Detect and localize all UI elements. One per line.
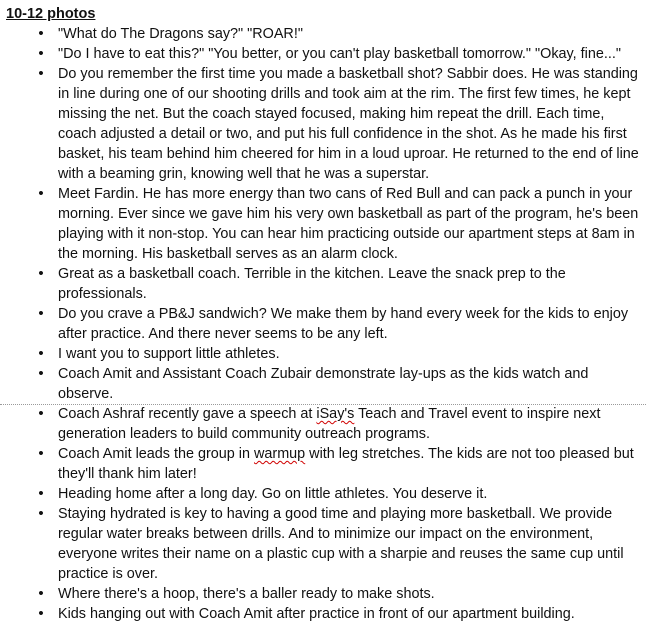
bullet-icon: • (38, 45, 44, 62)
list-item[interactable] (4, 404, 644, 444)
list-item[interactable] (4, 604, 644, 624)
section-heading: 10-12 photos (6, 6, 96, 22)
caption-text: Do you remember the first time you made a basketball shot? Sabbir does. He was standing in line during one of our shooting drills and took aim at the rim. The first few times, he kept missing the net. But the coach stayed focused, making him repeat the drill. Each time, coach adjusted a detail or two, and put his full confidence in the shot. As he made his first basket, his team behind him cheered for him in a loud uproar. He returned to the end of line with a beaming grin, knowing well that he was a superstar. (58, 66, 639, 182)
list-item[interactable] (4, 304, 644, 344)
caption-text: Meet Fardin. He has more energy than two cans of Red Bull and can pack a punch in your morning. Ever since we gave him his very own basketball as part of the program, he's been playing with it non-stop. You can hear him practicing outside our apartment steps at 8am in the morning. His basketball serves as an alarm clock. (58, 186, 639, 262)
caption-text: Great as a basketball coach. Terrible in the kitchen. Leave the snack prep to the professionals. (58, 266, 566, 302)
bullet-icon: • (38, 345, 44, 362)
list-item[interactable] (4, 64, 644, 184)
caption-text-before: Coach Amit leads the group in (58, 446, 254, 462)
caption-text-after: with leg stretches. The kids are not too pleased but they'll thank him later! (58, 446, 634, 482)
caption-text-before: Coach Ashraf recently gave a speech at (58, 406, 317, 422)
list-item[interactable] (4, 444, 644, 484)
list-item[interactable] (4, 584, 644, 604)
caption-text: "Do I have to eat this?" "You better, or you can't play basketball tomorrow." "Okay, fine..." (58, 46, 621, 62)
caption-list (4, 24, 644, 624)
caption-text: I want you to support little athletes. (58, 346, 280, 362)
list-item[interactable] (4, 44, 644, 64)
caption-text: Kids hanging out with Coach Amit after practice in front of our apartment building. (58, 606, 575, 622)
caption-text: Do you crave a PB&J sandwich? We make them by hand every week for the kids to enjoy after practice. And there never seems to be any left. (58, 306, 629, 342)
bullet-icon: • (38, 505, 44, 522)
bullet-icon: • (38, 365, 44, 382)
bullet-icon: • (38, 585, 44, 602)
bullet-icon: • (38, 185, 44, 202)
bullet-icon: • (38, 65, 44, 82)
list-item[interactable] (4, 484, 644, 504)
caption-text: Coach Amit and Assistant Coach Zubair demonstrate lay-ups as the kids watch and observe. (58, 366, 589, 402)
bullet-icon: • (38, 605, 44, 622)
list-item[interactable] (4, 264, 644, 304)
bullet-icon: • (38, 265, 44, 282)
bullet-icon: • (38, 305, 44, 322)
spellcheck-flagged-word[interactable]: iSay's (316, 406, 355, 422)
caption-text: Staying hydrated is key to having a good time and playing more basketball. We provide regular water breaks between drills. And to minimize our impact on the environment, everyone writes their name on a plastic cup with a sharpie and reuses the same cup until practice is over. (58, 506, 624, 582)
document-body[interactable] (4, 4, 644, 624)
list-item[interactable] (4, 344, 644, 364)
list-item[interactable] (4, 504, 644, 584)
list-item[interactable] (4, 184, 644, 264)
caption-text: Where there's a hoop, there's a baller ready to make shots. (58, 586, 435, 602)
list-item[interactable] (4, 24, 644, 44)
page-break-divider (0, 404, 646, 405)
bullet-icon: • (38, 25, 44, 42)
caption-text: Heading home after a long day. Go on little athletes. You deserve it. (58, 486, 488, 502)
list-item[interactable] (4, 364, 644, 404)
bullet-icon: • (38, 405, 44, 422)
spellcheck-flagged-word[interactable]: warmup (254, 446, 306, 462)
bullet-icon: • (38, 485, 44, 502)
caption-text-after: Teach and Travel event to inspire next generation leaders to build community outreach programs. (58, 406, 601, 442)
bullet-icon: • (38, 445, 44, 462)
caption-text: "What do The Dragons say?" "ROAR!" (58, 26, 303, 42)
